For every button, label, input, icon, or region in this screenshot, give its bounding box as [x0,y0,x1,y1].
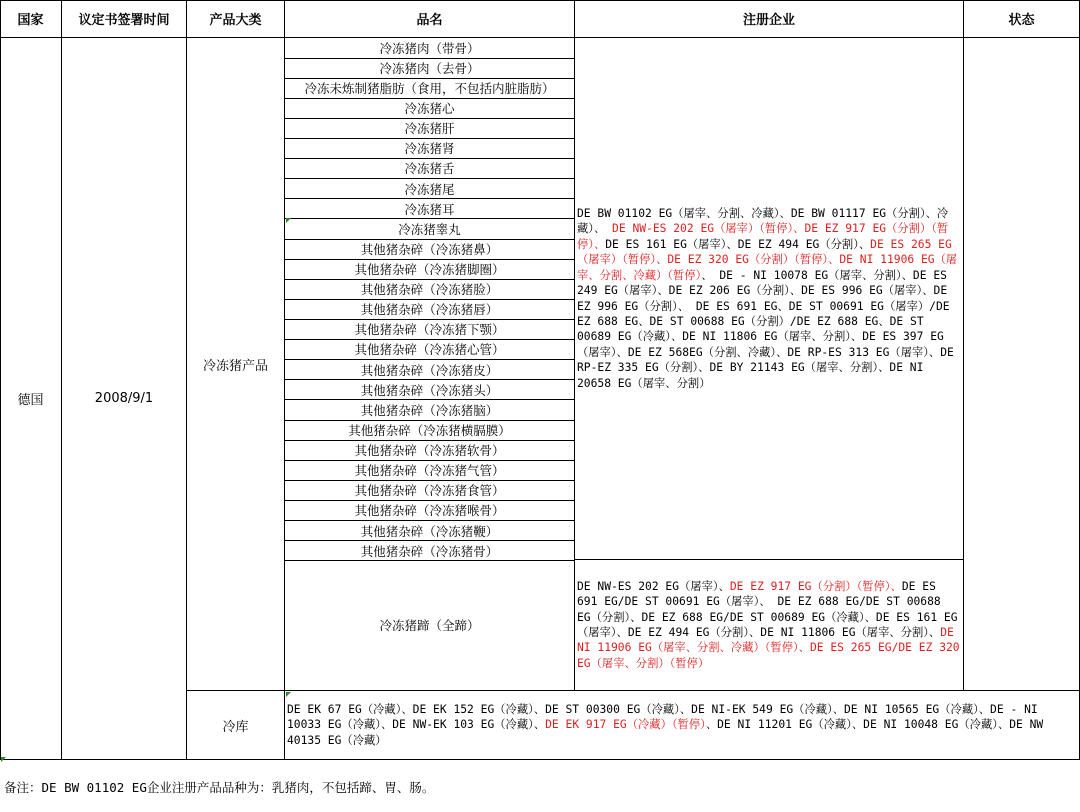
product-row[interactable]: 冷冻猪肉（去骨） [285,58,575,79]
product-row[interactable]: 其他猪杂碎（冷冻猪横膈膜） [285,420,575,441]
comment-marker-icon [1,757,6,762]
product-row[interactable]: 其他猪杂碎（冷冻猪气管） [285,460,575,481]
company-text: DE ES 161 EG（屠宰）、DE EZ 494 EG（分割）、 [605,237,871,251]
product-row[interactable]: 其他猪杂碎（冷冻猪脸） [285,279,575,300]
header-company[interactable]: 注册企业 [575,0,964,38]
category-main-cell[interactable]: 冷冻猪产品 [187,38,285,691]
suspended-company-text: DE NI 11906 EG（屠宰、分割、冷藏）（暂停） [577,253,958,282]
header-status[interactable]: 状态 [964,0,1080,38]
product-row[interactable]: 冷冻猪耳 [285,199,575,220]
header-product[interactable]: 品名 [285,0,575,38]
suspended-company-text: DE NW-ES 202 EG（屠宰）（暂停）、DE EZ 917 EG（分割）（暂停）、 [577,222,949,251]
suspended-company-text: DE EK 917 EG（冷藏）（暂停） [545,718,706,732]
product-row[interactable]: 冷冻猪心 [285,98,575,119]
company-text: DE BW 01102 EG（屠宰、分割、冷藏）、DE BW 01117 EG（分割）、冷藏）、 [577,207,949,236]
product-row[interactable]: 冷冻猪肝 [285,118,575,139]
company-text: DE ES 691 EG/DE ST 00691 EG（屠宰）、 DE EZ 688 EG/DE ST 00688 EG（分割）、DE EZ 688 EG/DE ST 00689 EG（冷藏）、DE ES 161 EG（屠宰）、DE EZ 494 EG（分割）、DE NI 11806 EG（屠宰、分割）、 [577,579,958,639]
registration-cold-text [287,702,1077,748]
comment-marker-icon [286,692,291,697]
company-text: 、 DE - NI 10078 EG（屠宰、分割）、DE ES 249 EG（屠宰）、DE EZ 206 EG（分割）、DE ES 996 EG（屠宰）、DE EZ 996 EG（分割）、 DE ES 691 EG、DE ST 00691 EG（屠宰）/DE EZ 688 EG、DE ST 00688 EG（分割）/DE EZ 688 EG、DE ST 00689 EG（冷藏）、DE NI 11806 EG（屠宰、分割）、DE ES 397 EG（屠宰）、DE EZ 568EG（分割、冷藏）、DE RP-ES 313 EG（屠宰）、DE RP-EZ 335 EG（分割）、DE BY 21143 EG（屠宰、分割）、DE NI 20658 EG（屠宰、分割） [577,268,954,390]
product-row[interactable]: 冷冻猪肉（带骨） [285,38,575,59]
product-row[interactable]: 其他猪杂碎（冷冻猪软骨） [285,440,575,461]
header-date[interactable]: 议定书签署时间 [62,0,187,38]
product-row[interactable]: 其他猪杂碎（冷冻猪头） [285,380,575,401]
product-row[interactable]: 其他猪杂碎（冷冻猪食管） [285,481,575,502]
product-row[interactable]: 其他猪杂碎（冷冻猪心管） [285,340,575,361]
country-cell[interactable]: 德国 [0,38,62,760]
company-text: 、DE NI 11201 EG（冷藏）、DE NI 10048 EG（冷藏）、DE NW 40135 EG（冷藏） [287,718,1044,747]
footnote: 备注：DE BW 01102 EG企业注册产品品种为：乳猪肉，不包括蹄、胃、肠。 [4,780,435,795]
suspended-company-text: DE EZ 917 EG（分割）（暂停）、 [729,579,902,593]
company-text: DE NW-ES 202 EG（屠宰）、 [577,579,730,593]
product-row[interactable]: 其他猪杂碎（冷冻猪脑） [285,400,575,421]
product-row[interactable]: 其他猪杂碎（冷冻猪脚圈） [285,259,575,280]
product-row[interactable]: 其他猪杂碎（冷冻猪喉骨） [285,501,575,522]
registration-group1-text [577,206,961,391]
product-row[interactable]: 其他猪杂碎（冷冻猪骨） [285,541,575,562]
product-row[interactable]: 冷冻猪尾 [285,179,575,200]
product-row[interactable]: 冷冻猪舌 [285,159,575,180]
category-cold-cell[interactable]: 冷库 [187,691,285,760]
suspended-company-text: DE NI 11906 EG（屠宰、分割、冷藏）（暂停）、DE ES 265 EG/DE EZ 320 EG（屠宰、分割）（暂停） [577,626,960,670]
comment-marker-icon [286,218,291,223]
product-trotter-cell[interactable]: 冷冻猪蹄（全蹄） [285,560,575,691]
registration-group1-cell[interactable] [575,38,964,560]
product-row[interactable]: 其他猪杂碎（冷冻猪鼻） [285,239,575,260]
product-row[interactable]: 其他猪杂碎（冷冻猪鞭） [285,521,575,542]
registration-group2-cell[interactable] [575,560,964,691]
product-row[interactable]: 冷冻猪睾丸 [285,219,575,240]
header-country[interactable]: 国家 [0,0,62,38]
product-row[interactable]: 冷冻未炼制猪脂肪（食用，不包括内脏脂肪） [285,78,575,99]
registration-group2-text [577,579,961,671]
company-text: DE EK 67 EG（冷藏）、DE EK 152 EG（冷藏）、DE ST 00300 EG（冷藏）、DE NI-EK 549 EG（冷藏）、DE NI 10565 EG（冷藏）、DE - NI 10033 EG（冷藏）、DE NW-EK 103 EG（冷藏）、 [287,702,1038,732]
product-row[interactable]: 其他猪杂碎（冷冻猪皮） [285,360,575,381]
header-category[interactable]: 产品大类 [187,0,285,38]
product-row[interactable]: 其他猪杂碎（冷冻猪下颚） [285,320,575,341]
product-row[interactable]: 其他猪杂碎（冷冻猪唇） [285,299,575,320]
status-cell[interactable] [964,38,1080,691]
product-row[interactable]: 冷冻猪肾 [285,139,575,160]
registration-cold-cell[interactable] [285,691,1080,760]
date-cell[interactable]: 2008/9/1 [62,38,187,760]
suspended-company-text: DE ES 265 EG（屠宰）（暂停）、DE EZ 320 EG（分割）（暂停）、 [577,237,952,267]
